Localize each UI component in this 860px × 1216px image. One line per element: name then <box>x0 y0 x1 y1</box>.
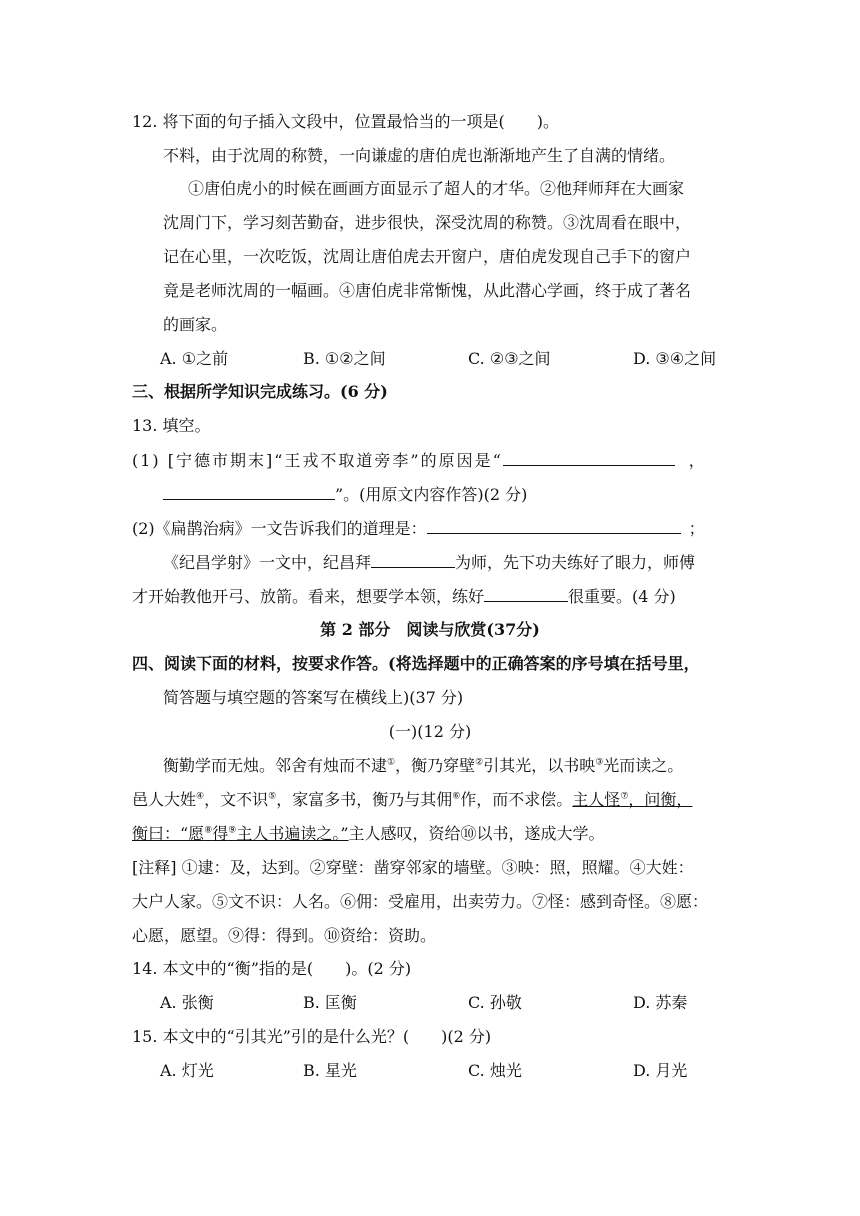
q13-stem: 13. 填空。 <box>132 416 211 435</box>
q12-option-a: A. ①之前 <box>160 349 229 368</box>
underlined-text: 衡曰：“愿 <box>132 824 205 843</box>
q12-passage-line: 的画家。 <box>163 315 228 334</box>
reading1-title: (一)(12 分) <box>388 722 472 741</box>
reading1-line1 <box>163 755 683 777</box>
q15-option-a: A. 灯光 <box>160 1061 214 1080</box>
q13-part2-text2: 《纪昌学射》一文中，纪昌拜 <box>163 553 372 572</box>
footnote-mark: ⑨ <box>228 825 237 836</box>
footnote-mark: ⑤ <box>268 791 277 802</box>
section4-line1: 四、阅读下面的材料，按要求作答。(将选择题中的正确答案的序号填在括号里， <box>132 654 700 673</box>
answer-blank[interactable] <box>427 517 681 534</box>
passage-text: 光而读之。 <box>603 756 684 775</box>
q12-passage-line: ①唐伯虎小的时候在画画方面显示了超人的才华。②他拜师拜在大画家 <box>188 179 685 198</box>
q12-option-d: D. ③④之间 <box>633 349 717 368</box>
answer-blank[interactable] <box>503 449 675 466</box>
passage-text: 邑人大姓 <box>132 790 197 809</box>
answer-blank[interactable] <box>371 551 455 568</box>
footnote-mark: ④ <box>196 791 205 802</box>
notes-line2: 大户人家。⑤文不识：人名。⑥佣：受雇用，出卖劳力。⑦怪：感到奇怪。⑧愿： <box>132 892 709 911</box>
passage-text: ，衡乃穿壁 <box>395 756 476 775</box>
q12-insert-sentence: 不料，由于沈周的称赞，一向谦虚的唐伯虎也渐渐地产生了自满的情绪。 <box>163 146 676 165</box>
reading1-line2 <box>132 789 692 811</box>
footnote-mark: ② <box>475 757 484 768</box>
q12-option-c: C. ②③之间 <box>468 349 551 368</box>
q14-option-c: C. 孙敬 <box>468 993 522 1012</box>
q15-option-b: B. 星光 <box>303 1061 357 1080</box>
q14-stem: 14. 本文中的“衡”指的是( )。(2 分) <box>132 959 412 978</box>
notes-line1: [注释] ①逮：及，达到。②穿壁：凿穿邻家的墙壁。③映：照，照耀。④大姓： <box>132 858 694 877</box>
reading1-line3 <box>132 823 605 845</box>
q13-part1-end: ， <box>688 451 705 470</box>
q13-part1-end2: ”。(用原文内容作答)(2 分) <box>335 485 528 504</box>
q13-part2-line2 <box>163 551 695 574</box>
q13-part1-text: (1) [宁德市期末]“王戎不取道旁李”的原因是“ <box>132 451 503 470</box>
footnote-mark: ⑦ <box>620 791 629 802</box>
q15-option-c: C. 烛光 <box>468 1061 522 1080</box>
q12-passage-line: 竟是老师沈周的一幅画。④唐伯虎非常惭愧，从此潜心学画，终于成了著名 <box>163 281 692 300</box>
section3-title: 三、根据所学知识完成练习。(6 分) <box>132 382 388 401</box>
passage-text: 衡勤学而无烛。邻舍有烛而不逮 <box>163 756 388 775</box>
notes-line3: 心愿，愿望。⑨得：得到。⑩资给：资助。 <box>132 926 437 945</box>
q14-option-a: A. 张衡 <box>160 993 214 1012</box>
answer-blank[interactable] <box>163 483 335 500</box>
passage-text: 作，而不求偿。 <box>460 790 573 809</box>
q13-part2-end3: 很重要。(4 分) <box>568 587 676 606</box>
passage-text: 主人感叹，资给⑩以书，遂成大学。 <box>348 824 605 843</box>
q12-option-b: B. ①②之间 <box>303 349 386 368</box>
q15-option-d: D. 月光 <box>633 1061 688 1080</box>
q13-part2-text: (2)《扁鹊治病》一文告诉我们的道理是： <box>132 519 427 538</box>
footnote-mark: ③ <box>595 757 604 768</box>
section4-line2: 简答题与填空题的答案写在横线上)(37 分) <box>163 688 464 707</box>
passage-text: 引其光，以书映 <box>483 756 596 775</box>
q13-part1-line2 <box>163 483 527 506</box>
footnote-mark: ⑧ <box>204 825 213 836</box>
footnote-mark: ① <box>387 757 396 768</box>
underlined-text: ，问衡， <box>628 790 693 809</box>
q13-part2-end: ； <box>688 519 705 538</box>
underlined-text: 主人书遍读之。” <box>236 824 349 843</box>
q14-option-d: D. 苏秦 <box>633 993 688 1012</box>
q14-option-b: B. 匡衡 <box>303 993 357 1012</box>
passage-text: ，家富多书，衡乃与其佣 <box>276 790 453 809</box>
q13-part2-text3: 才开始教他开弓、放箭。看来，想要学本领，练好 <box>132 587 485 606</box>
underlined-text: 主人怪 <box>572 790 621 809</box>
q13-part2-end2: 为师，先下功夫练好了眼力，师傅 <box>455 553 696 572</box>
q13-part2-line1 <box>132 517 705 540</box>
footnote-mark: ⑥ <box>452 791 461 802</box>
q12-stem: 12. 将下面的句子插入文段中，位置最恰当的一项是( )。 <box>132 112 560 131</box>
underlined-text: 得 <box>212 824 229 843</box>
answer-blank[interactable] <box>484 585 568 602</box>
part2-title: 第 2 部分 阅读与欣赏(37分) <box>320 620 540 639</box>
q13-part1-line1 <box>132 449 705 472</box>
q13-part2-line3 <box>132 585 676 608</box>
passage-text: ，文不识 <box>204 790 269 809</box>
q12-passage-line: 记在心里，一次吃饭，沈周让唐伯虎去开窗户，唐伯虎发现自己手下的窗户 <box>163 247 692 266</box>
q12-passage-line: 沈周门下，学习刻苦勤奋，进步很快，深受沈周的称赞。③沈周看在眼中， <box>163 213 692 232</box>
q15-stem: 15. 本文中的“引其光”引的是什么光？( )(2 分) <box>132 1027 492 1046</box>
